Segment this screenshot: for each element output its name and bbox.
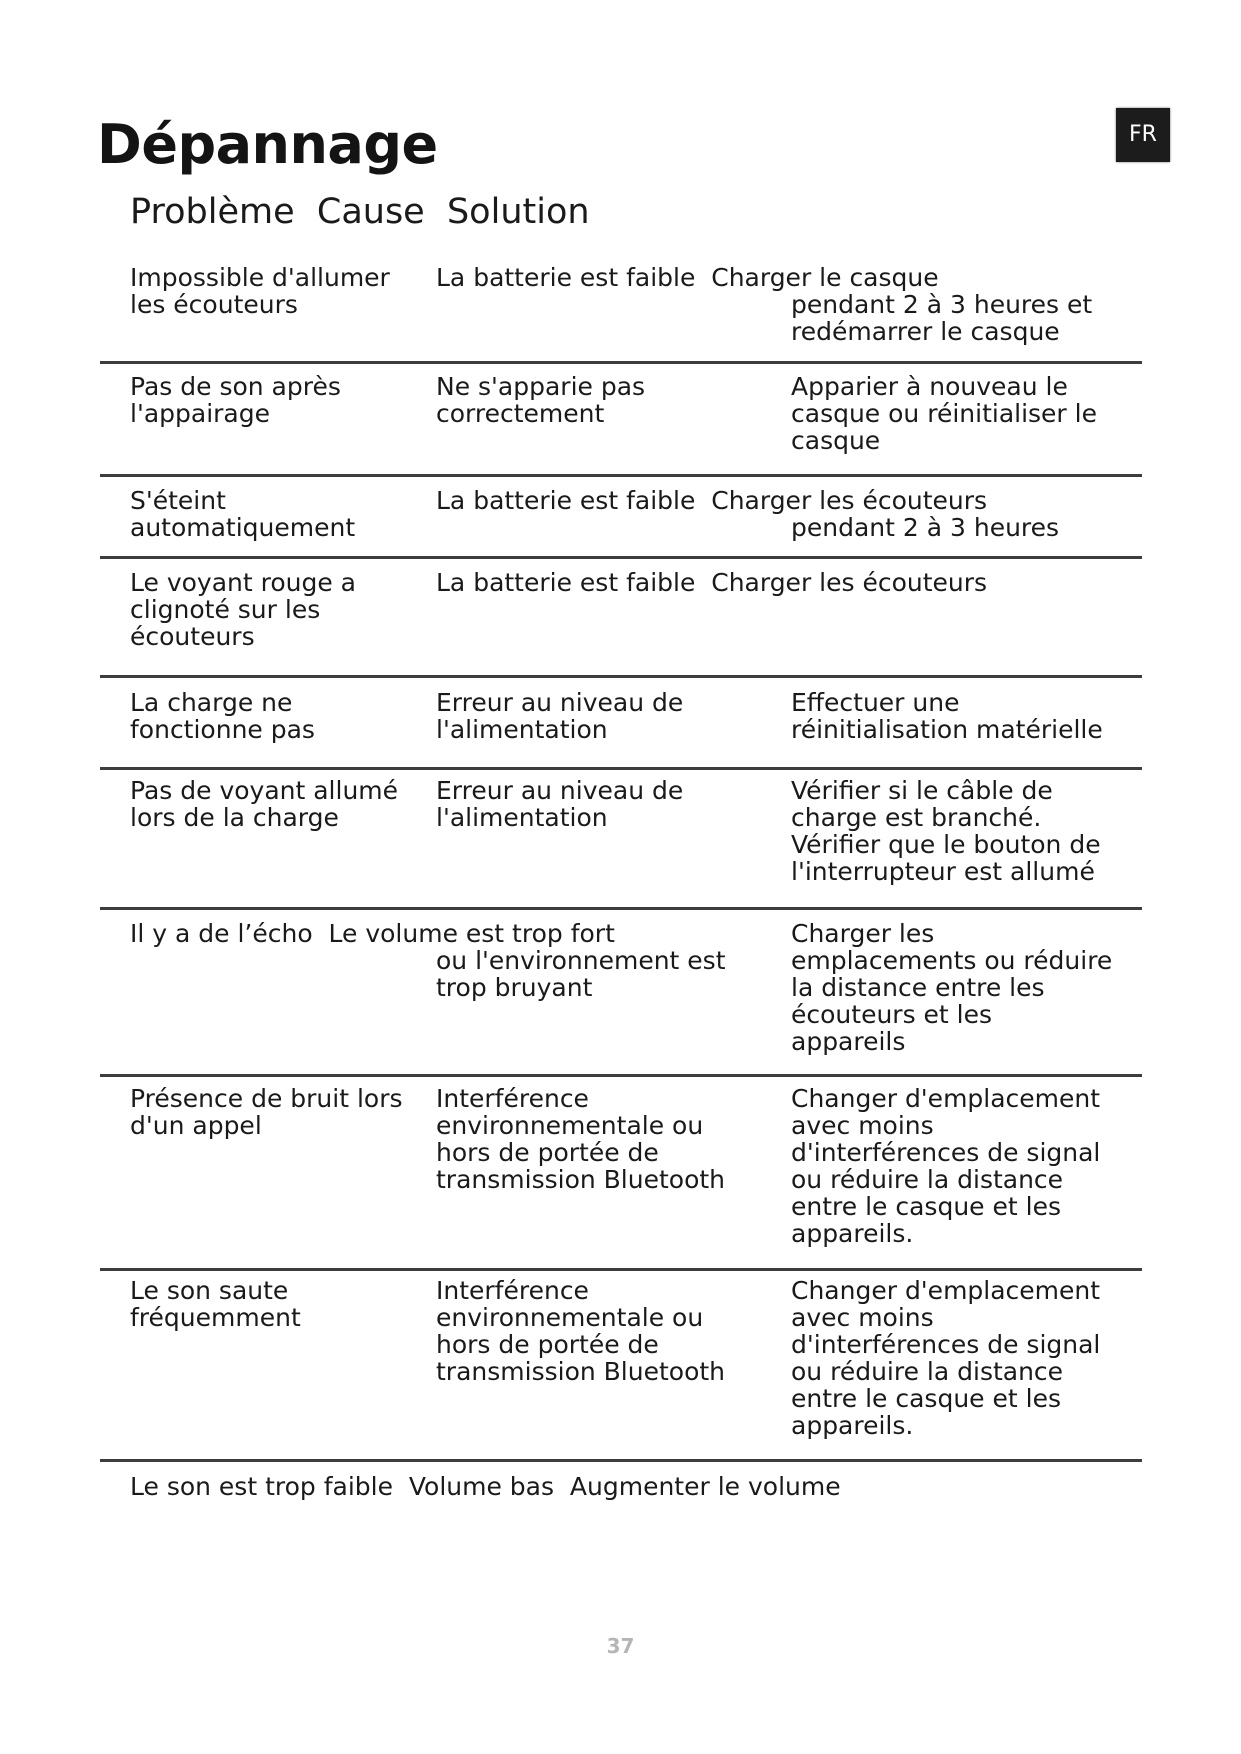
row-separator (100, 1268, 1142, 1271)
row-separator (100, 556, 1142, 559)
row-separator (100, 675, 1142, 678)
row-2-solution: Apparier à nouveau le casque ou réinitialiser le casque (791, 372, 1097, 455)
row-7-cause-cont: ou l'environnement est trop bruyant (436, 946, 726, 1002)
page-number: 37 (606, 1634, 635, 1658)
row-7-problem-cause: Il y a de l’écho Le volume est trop fort (130, 919, 615, 948)
row-6-problem: Pas de voyant allumé lors de la charge (130, 776, 399, 832)
row-10-line: Le son est trop faible Volume bas Augmenter le volume (130, 1472, 841, 1501)
row-6-cause: Erreur au niveau de l'alimentation (436, 776, 684, 832)
row-5-problem: La charge ne fonctionne pas (130, 688, 315, 744)
row-2-problem: Pas de son après l'appairage (130, 372, 341, 428)
row-8-solution: Changer d'emplacement avec moins d'interférences de signal ou réduire la distance entre le casque et les appareils. (791, 1084, 1101, 1248)
page-title: Dépannage (97, 113, 438, 176)
row-8-problem: Présence de bruit lors d'un appel (130, 1084, 403, 1140)
table-header: Problème Cause Solution (130, 192, 590, 232)
row-1-cause-solution: La batterie est faible Charger le casque (436, 263, 939, 292)
row-8-cause: Interférence environnementale ou hors de portée de transmission Bluetooth (436, 1084, 726, 1194)
row-9-problem: Le son saute fréquemment (130, 1276, 301, 1332)
row-3-problem: S'éteint automatiquement (130, 486, 356, 542)
row-5-solution: Effectuer une réinitialisation matérielle (791, 688, 1103, 744)
row-3-cause-solution: La batterie est faible Charger les écouteurs (436, 486, 988, 515)
row-3-solution-cont: pendant 2 à 3 heures (791, 513, 1060, 542)
row-9-cause: Interférence environnementale ou hors de portée de transmission Bluetooth (436, 1276, 726, 1386)
row-6-solution: Vérifier si le câble de charge est branché. Vérifier que le bouton de l'interrupteur est allumé (791, 776, 1101, 886)
row-5-cause: Erreur au niveau de l'alimentation (436, 688, 684, 744)
row-separator (100, 1459, 1142, 1462)
row-separator (100, 907, 1142, 910)
row-2-cause: Ne s'apparie pas correctement (436, 372, 646, 428)
row-separator (100, 767, 1142, 770)
row-4-cause-solution: La batterie est faible Charger les écouteurs (436, 568, 988, 597)
row-4-problem: Le voyant rouge a clignoté sur les écouteurs (130, 568, 357, 651)
row-separator (100, 1074, 1142, 1077)
row-1-solution-cont: pendant 2 à 3 heures et redémarrer le casque (791, 290, 1093, 346)
row-separator (100, 361, 1142, 364)
row-9-solution: Changer d'emplacement avec moins d'interférences de signal ou réduire la distance entre le casque et les appareils. (791, 1276, 1101, 1440)
row-1-problem: Impossible d'allumer les écouteurs (130, 263, 390, 319)
row-7-solution: Charger les emplacements ou réduire la distance entre les écouteurs et les appareils (791, 919, 1113, 1056)
row-separator (100, 474, 1142, 477)
language-badge: FR (1116, 108, 1170, 162)
